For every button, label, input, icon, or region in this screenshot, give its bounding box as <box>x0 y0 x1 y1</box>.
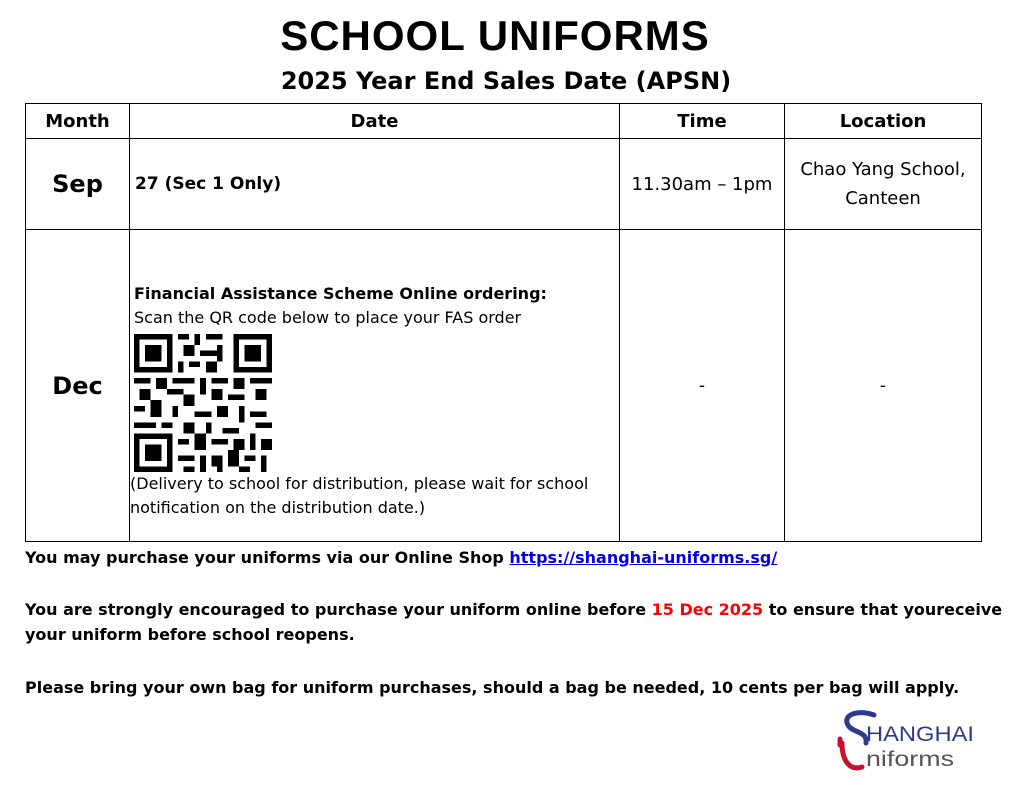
logo-text-line-2: niforms <box>866 748 954 771</box>
bag-notice: Please bring your own bag for uniform purchases, should a bag be needed, 10 cents per bag will apply. <box>25 678 960 697</box>
encourage-line-1 <box>25 597 1002 622</box>
month-cell: Dec <box>26 230 130 542</box>
location-line-2: Canteen <box>845 188 921 209</box>
delivery-note-line-2: notification on the distribution date.) <box>130 498 426 517</box>
location-line-1: Chao Yang School, <box>800 159 966 180</box>
fas-instruction: Scan the QR code below to place your FAS order <box>134 308 522 327</box>
encourage-text-before: You are strongly encouraged to purchase your uniform online before <box>25 600 652 619</box>
deadline-date: 15 Dec 2025 <box>651 600 764 619</box>
page-subtitle: 2025 Year End Sales Date (APSN) <box>280 67 732 95</box>
encourage-paragraph <box>25 597 1002 647</box>
fas-title: Financial Assistance Scheme Online ordering: <box>134 284 547 303</box>
table-row-sep <box>26 139 982 230</box>
header-date: Date <box>130 104 620 139</box>
location-cell <box>785 139 982 230</box>
logo-u-swoosh-icon <box>842 743 862 768</box>
header-month: Month <box>26 104 130 139</box>
delivery-note <box>130 472 615 520</box>
online-shop-link[interactable]: https://shanghai-uniforms.sg/ <box>509 548 778 567</box>
logo-text-line-1: HANGHAI <box>866 723 974 746</box>
month-cell: Sep <box>26 139 130 230</box>
page-title: SCHOOL UNIFORMS <box>280 12 710 59</box>
header-location: Location <box>785 104 982 139</box>
shanghai-uniforms-logo <box>836 709 986 775</box>
encourage-line-2: your uniform before school reopens. <box>25 625 355 644</box>
time-cell: 11.30am – 1pm <box>620 139 785 230</box>
encourage-text-after: to ensure that youreceive <box>763 600 1003 619</box>
table-row-dec <box>26 230 982 542</box>
location-cell: - <box>785 230 982 542</box>
sales-table <box>25 103 982 542</box>
date-cell <box>130 230 620 542</box>
date-cell: 27 (Sec 1 Only) <box>130 139 620 230</box>
online-shop-text: You may purchase your uniforms via our Online Shop <box>25 548 510 567</box>
time-cell: - <box>620 230 785 542</box>
online-shop-paragraph <box>25 545 777 570</box>
header-time: Time <box>620 104 785 139</box>
qr-code-icon[interactable] <box>134 334 272 472</box>
delivery-note-line-1: (Delivery to school for distribution, please wait for school <box>130 474 589 493</box>
table-header-row <box>26 104 982 139</box>
